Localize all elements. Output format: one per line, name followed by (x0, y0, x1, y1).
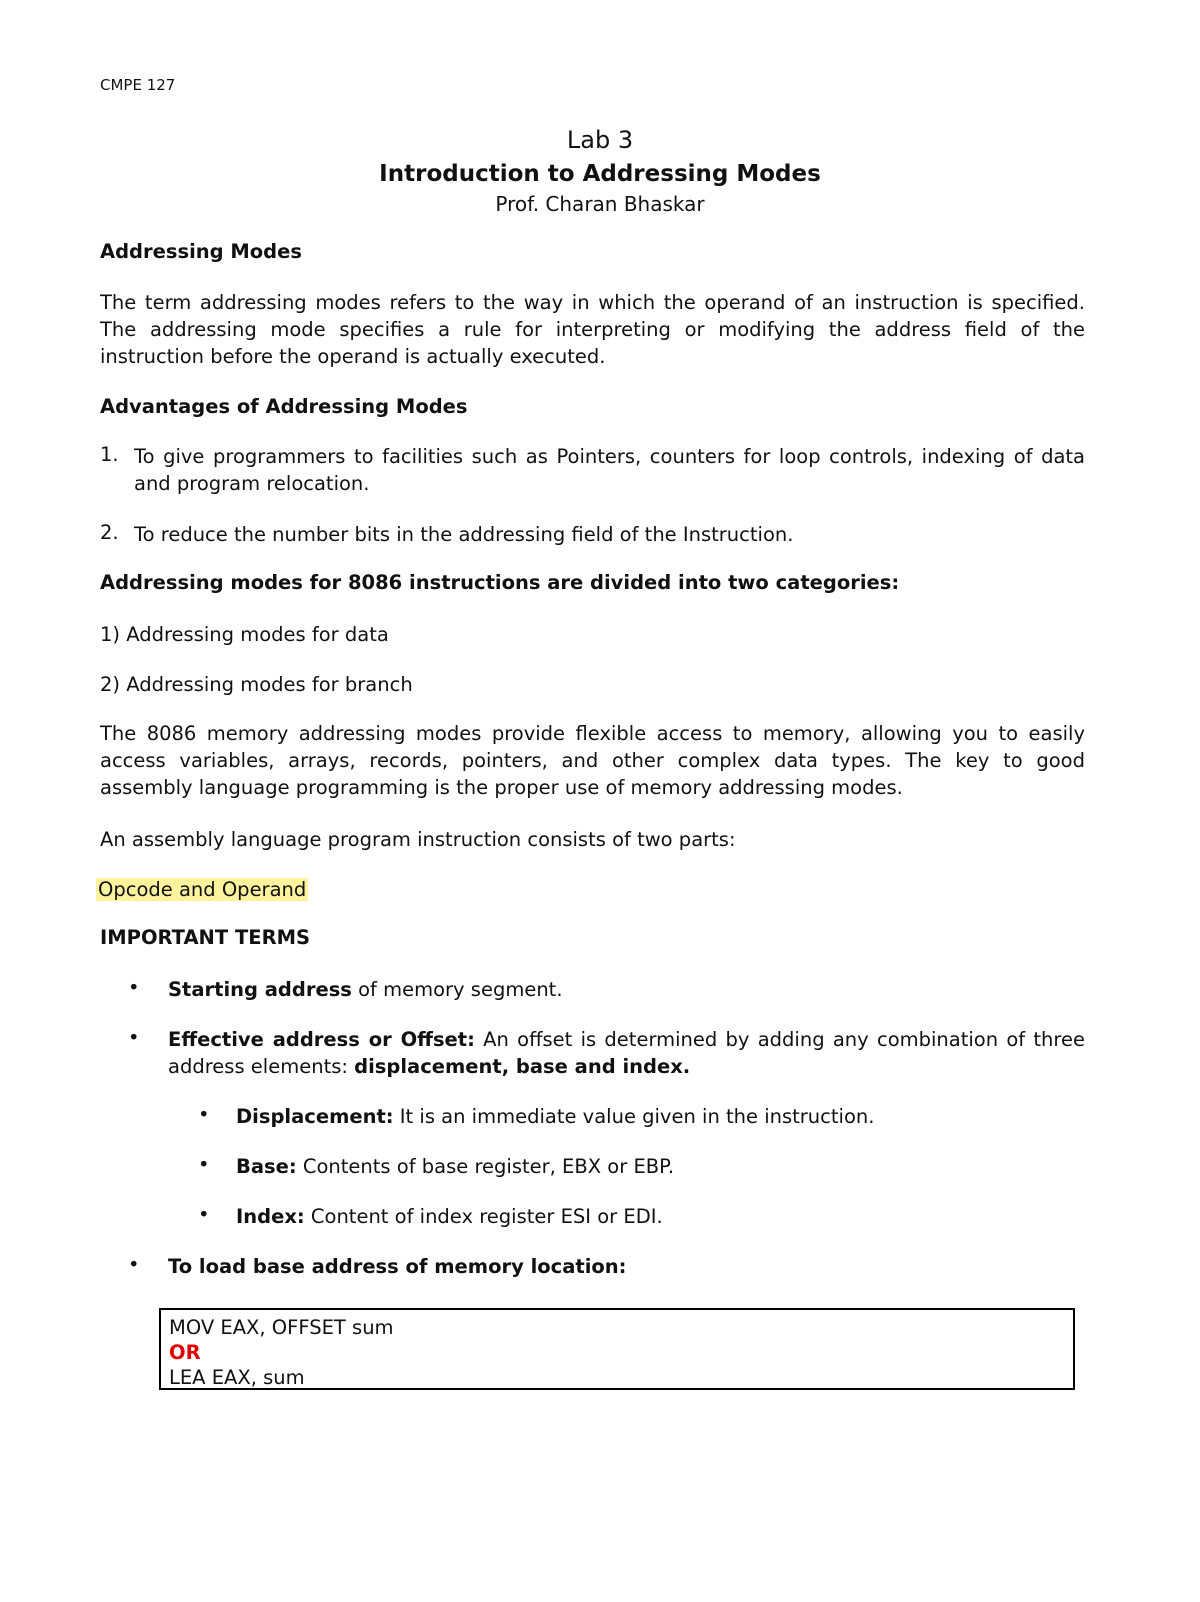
term-text (236, 1153, 1085, 1180)
course-code: CMPE 127 (100, 76, 176, 94)
term-label: Index: (236, 1205, 305, 1228)
list-item-text: To reduce the number bits in the addressing field of the Instruction. (134, 523, 794, 546)
term-description: Content of index register ESI or EDI. (304, 1205, 663, 1228)
term-description: of memory segment. (351, 978, 563, 1001)
list-number: 2. (100, 521, 119, 544)
category-item: 2) Addressing modes for branch (100, 673, 413, 696)
document-title: Introduction to Addressing Modes (379, 161, 821, 187)
highlighted-text (96, 876, 308, 903)
term-label: Starting address (168, 978, 352, 1001)
code-box (159, 1308, 1075, 1390)
bullet-icon: • (198, 1203, 210, 1226)
memory-paragraph: The 8086 memory addressing modes provide flexible access to memory, allowing you to easily access variables, arrays, records, pointers, and other complex data types. The key to good assembly language programming is the proper use of memory addressing modes. (100, 722, 1085, 799)
term-elements: displacement, base and index. (354, 1055, 691, 1078)
term-effective-address (128, 1026, 1085, 1080)
term-text (168, 1253, 1085, 1280)
term-load-base-address (128, 1253, 1085, 1280)
term-text (168, 976, 1085, 1003)
term-displacement (198, 1103, 1085, 1130)
code-line-mov: MOV EAX, OFFSET sum (169, 1316, 394, 1339)
term-label: To load base address of memory location: (168, 1255, 627, 1278)
term-label: Base: (236, 1155, 297, 1178)
section-heading-advantages: Advantages of Addressing Modes (100, 395, 468, 418)
bullet-icon: • (128, 976, 140, 999)
section-heading-addressing-modes: Addressing Modes (100, 240, 302, 263)
term-text (168, 1026, 1085, 1080)
term-label: Displacement: (236, 1105, 394, 1128)
term-description: It is an immediate value given in the instruction. (393, 1105, 875, 1128)
opcode-operand-highlight: Opcode and Operand (98, 878, 307, 901)
code-line-lea: LEA EAX, sum (169, 1366, 305, 1389)
term-base (198, 1153, 1085, 1180)
list-item-text: To give programmers to facilities such as Pointers, counters for loop controls, indexing of data and program relocation. (134, 445, 1085, 495)
category-item: 1) Addressing modes for data (100, 623, 389, 646)
advantage-item (100, 521, 1085, 548)
term-description: An offset is determined by adding any combination of three address elements: (168, 1028, 1085, 1078)
section-heading-categories: Addressing modes for 8086 instructions are divided into two categories: (100, 571, 900, 594)
lab-number: Lab 3 (566, 126, 634, 154)
list-number: 1. (100, 443, 119, 466)
advantage-item (100, 443, 1085, 497)
section-heading-important-terms: IMPORTANT TERMS (100, 926, 311, 949)
bullet-icon: • (128, 1026, 140, 1049)
term-label: Effective address or Offset: (168, 1028, 475, 1051)
addressing-modes-paragraph: The term addressing modes refers to the way in which the operand of an instruction is specified. The addressing mode specifies a rule for interpreting or modifying the address field of the instruction before the operand is actually executed. (100, 291, 1085, 368)
instruction-intro: An assembly language program instruction consists of two parts: (100, 828, 736, 851)
term-description: Contents of base register, EBX or EBP. (296, 1155, 675, 1178)
author: Prof. Charan Bhaskar (495, 192, 705, 216)
bullet-icon: • (198, 1103, 210, 1126)
bullet-icon: • (198, 1153, 210, 1176)
term-starting-address (128, 976, 1085, 1003)
bullet-icon: • (128, 1253, 140, 1276)
term-text (236, 1103, 1085, 1130)
code-or-separator: OR (169, 1341, 201, 1364)
term-text (236, 1203, 1085, 1230)
term-index (198, 1203, 1085, 1230)
